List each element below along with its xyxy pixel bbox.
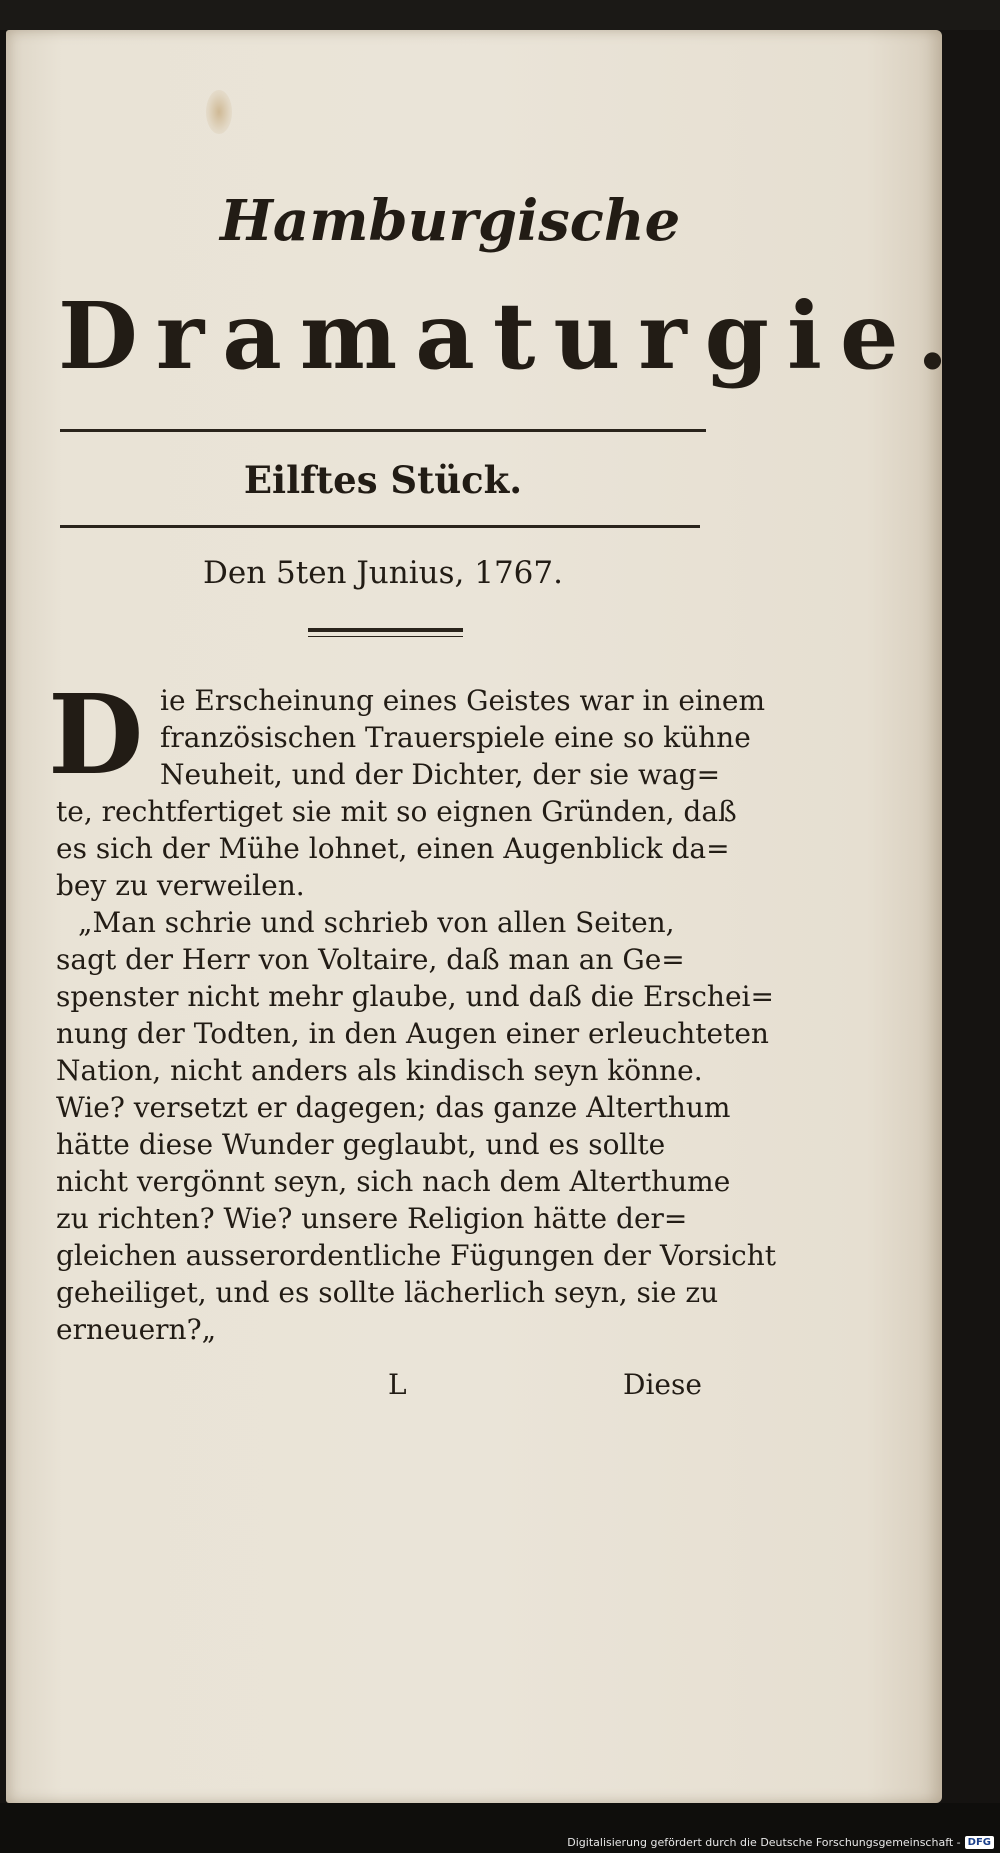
text-line: te, rechtfertiget sie mit so eignen Gründen, daß [56, 795, 737, 828]
digitization-credit [567, 1836, 994, 1849]
text-line: erneuern?„ [56, 1313, 217, 1346]
text-line: „Man schrie und schrieb von allen Seiten, [78, 906, 675, 939]
issue-heading: Eilftes Stück. [243, 458, 523, 502]
signature-mark: L [388, 1368, 407, 1401]
catchword: Diese [623, 1368, 702, 1401]
text-line: Neuheit, und der Dichter, der sie wag= [160, 758, 721, 791]
text-line: ie Erscheinung eines Geistes war in einem [160, 684, 766, 717]
text-line: geheiliget, und es sollte lächerlich seyn, sie zu [56, 1276, 719, 1309]
title-line-2: Dramaturgie. [58, 282, 967, 390]
bottom-bar [0, 1803, 1000, 1853]
drop-capital: D [48, 670, 144, 799]
text-line: nung der Todten, in den Augen einer erleuchteten [56, 1017, 769, 1050]
text-line: bey zu verweilen. [56, 869, 305, 902]
ornament-rule-thin [308, 636, 463, 637]
text-line: Nation, nicht anders als kindisch seyn könne. [56, 1054, 703, 1087]
title-line-1: Hamburgische [220, 188, 681, 254]
issue-rule [60, 525, 700, 528]
text-line: sagt der Herr von Voltaire, daß man an Ge= [56, 943, 685, 976]
ornament-rule [308, 628, 463, 632]
text-line: spenster nicht mehr glaube, und daß die Erschei= [56, 980, 774, 1013]
title-rule [60, 429, 706, 432]
credit-text: Digitalisierung gefördert durch die Deutsche Forschungsgemeinschaft - [567, 1836, 961, 1849]
text-line: nicht vergönnt seyn, sich nach dem Alterthume [56, 1165, 731, 1198]
date-line: Den 5ten Junius, 1767. [203, 555, 563, 591]
text-line: es sich der Mühe lohnet, einen Augenblick da= [56, 832, 730, 865]
text-line: zu richten? Wie? unsere Religion hätte der= [56, 1202, 688, 1235]
scanner-top-edge [0, 0, 1000, 30]
text-line: hätte diese Wunder geglaubt, und es sollte [56, 1128, 666, 1161]
text-line: französischen Trauerspiele eine so kühne [160, 721, 751, 754]
text-line: Wie? versetzt er dagegen; das ganze Alterthum [56, 1091, 731, 1124]
text-line: gleichen ausserordentliche Fügungen der Vorsicht [56, 1239, 777, 1272]
paper-stain [206, 90, 232, 134]
dfg-logo-icon: DFG [965, 1836, 994, 1849]
